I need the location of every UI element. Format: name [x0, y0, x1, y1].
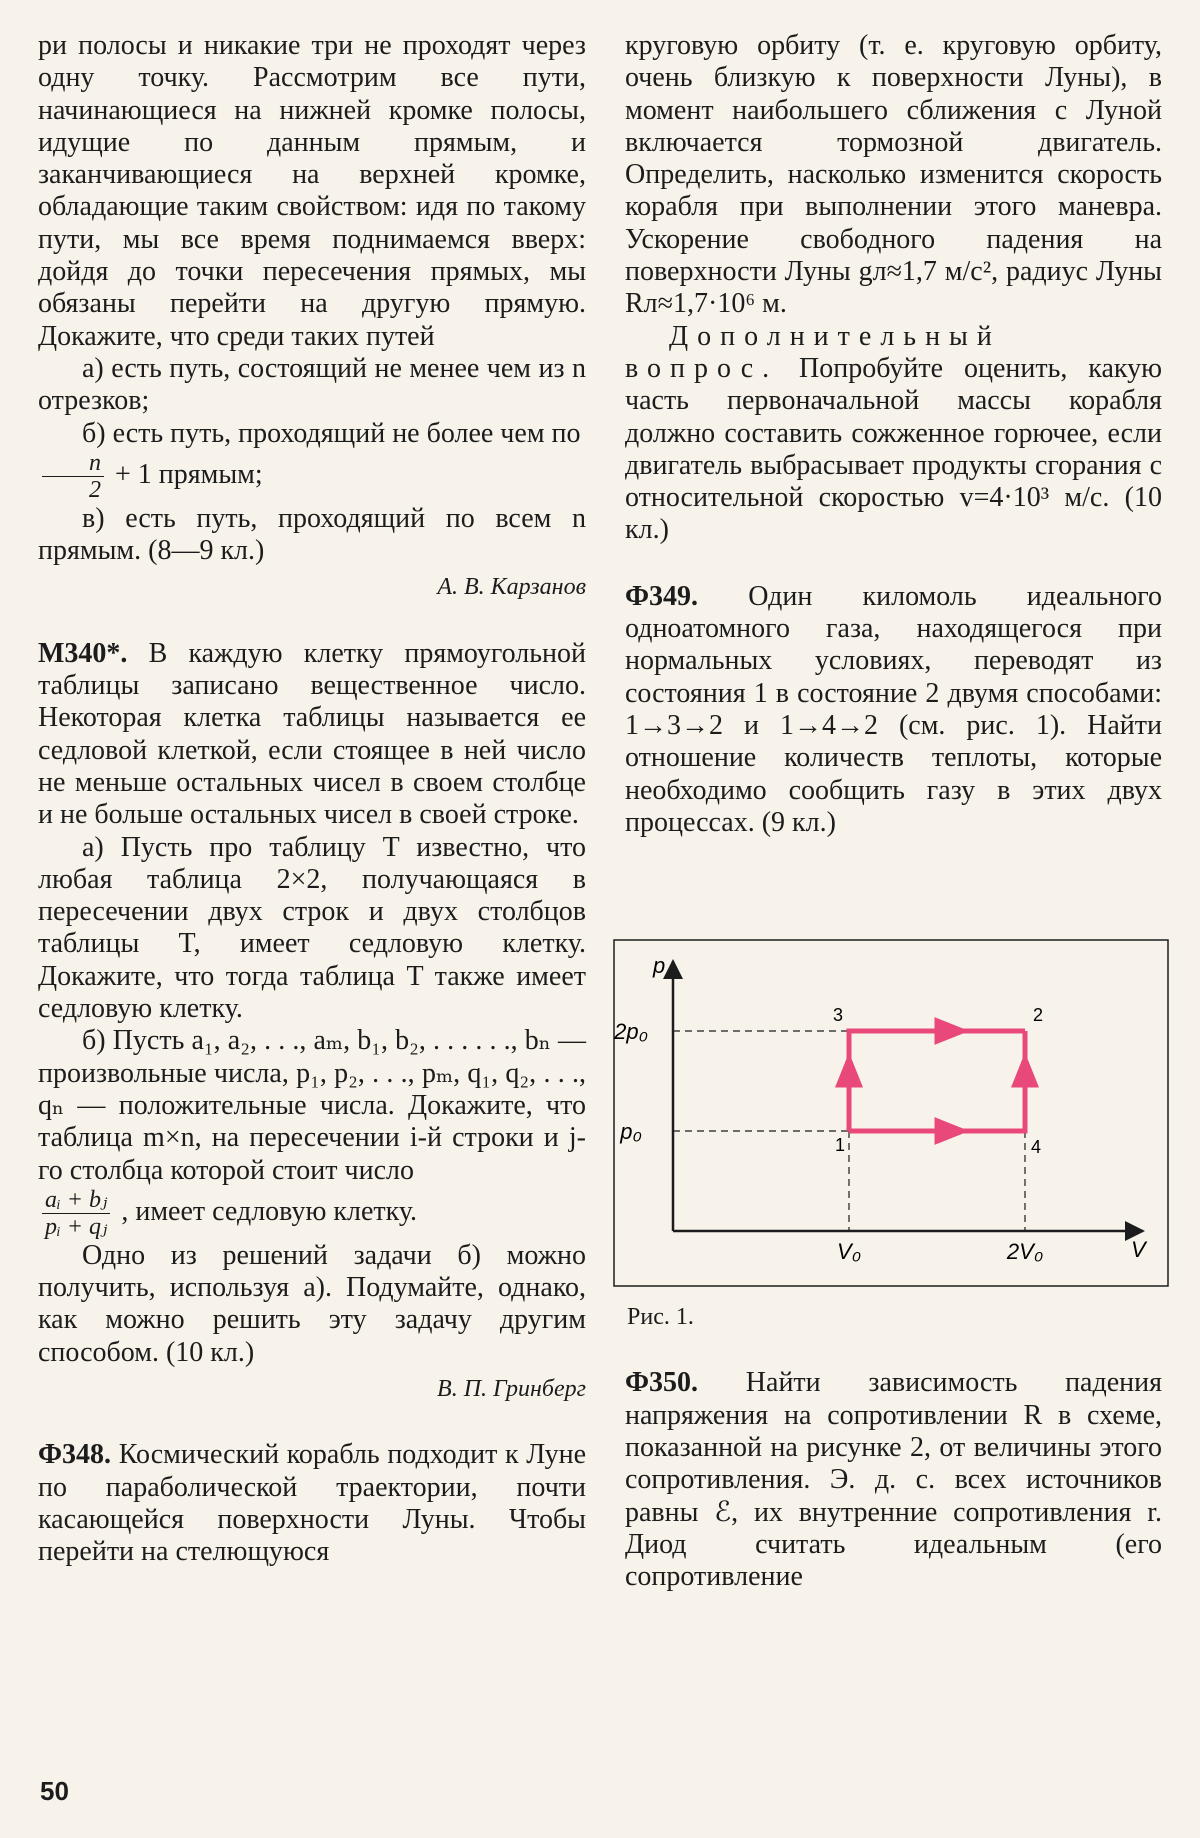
spacer	[625, 547, 1162, 581]
problem-f350	[625, 1367, 1162, 1593]
author-signature: В. П. Гринберг	[437, 1375, 586, 1402]
problem-statement: Один киломоль идеального одноатомного газа, находящегося при нормальных условиях, переводят из состояния 1 в состояние 2 двумя способами: 1→3→2 и 1→4→2 (см. рис. 1). Найти отношение количеств теплоты, которые необходимо сообщить газу в этих двух процессах. (9 кл.)	[625, 580, 1162, 838]
state-point-label: 2	[1033, 1005, 1044, 1026]
extra-question-label: Дополнительный вопрос.	[625, 320, 1001, 384]
problem-number: Ф350.	[625, 1367, 699, 1399]
item-b	[38, 418, 586, 503]
extra-question	[625, 321, 1162, 547]
problem-statement: Космический корабль подходит к Луне по параболической траектории, почти касающейся поверхности Луны. Чтобы перейти на стелющуюся	[38, 1439, 587, 1568]
item-b-start: б) есть путь, проходящий не более чем по	[82, 417, 581, 449]
fraction-denominator: pᵢ + qⱼ	[45, 1213, 108, 1240]
continued-problem-text: ри полосы и никакие три не проходят через одну точку. Рассмотрим все пути, начинающиеся на нижней кромке полосы, идущие по данным прямым, и заканчивающиеся на верхней кромке, обладающие таким свойством: идя по такому пути, мы все время поднимаемся вверх: дойдя до точки пересечения прямых, мы обязаны перейти на другую прямую. Докажите, что среди таких путей	[38, 30, 586, 352]
spacer	[625, 1333, 1162, 1367]
x-tick-label: V₀	[837, 1239, 861, 1265]
state-point-label: 1	[835, 1135, 846, 1156]
y-axis-label: p	[653, 953, 666, 979]
n-over-2-fraction	[42, 450, 104, 503]
item-a: а) есть путь, состоящий не менее чем из n отрезков;	[38, 352, 586, 417]
m340-fraction-line	[38, 1187, 586, 1240]
problem-number: М340*.	[38, 637, 128, 669]
figure-caption: Рис. 1.	[627, 1304, 694, 1331]
state-point-label: 3	[833, 1005, 844, 1026]
m340-part-a: а) Пусть про таблицу T известно, что любая таблица 2×2, получающаяся в пересечении двух строк и двух столбцов таблицы T, имеет седловую клетку. Докажите, что тогда таблица T также имеет седловую клетку.	[38, 831, 586, 1025]
y-tick-label: 2p₀	[614, 1019, 648, 1045]
x-axis-label: V	[1131, 1237, 1146, 1263]
pv-diagram	[613, 939, 1169, 1287]
process-path	[849, 1031, 1025, 1131]
problem-f349	[625, 581, 1162, 839]
item-v: в) есть путь, проходящий по всем n прямым. (8—9 кл.)	[38, 502, 586, 567]
m340-part-b: б) Пусть a₁, a₂, . . ., aₘ, b₁, b₂, . . . . . ., bₙ — произвольные числа, p₁, p₂, . . ., pₘ, q₁, q₂, . . ., qₙ — положительные числа. Докажите, что таблица m×n, на пересечении i-й строки и j-го столбца которой стоит число	[38, 1025, 586, 1186]
problem-number: Ф349.	[625, 580, 699, 612]
spacer	[38, 1405, 586, 1439]
extra-question-text: Попробуйте оценить, какую часть первоначальной массы корабля должно составить сожженное горючее, если двигатель выбрасывает продукты сгорания с относительной скоростью v=4·10³ м/с. (10 кл.)	[625, 352, 1163, 546]
problem-statement: Найти зависимость падения напряжения на сопротивлении R в схеме, показанной на рисунке 2, от величины этого сопротивления. Э. д. с. всех источников равны ℰ, их внутренние сопротивления r. Диод считать идеальным (его сопротивление	[625, 1367, 1162, 1593]
problem-number: Ф348.	[38, 1439, 112, 1471]
saddle-number-fraction	[42, 1187, 110, 1240]
problem-m340	[38, 638, 586, 832]
y-tick-label: p₀	[620, 1119, 642, 1145]
pv-diagram-figure	[613, 939, 1169, 1287]
state-point-label: 4	[1031, 1137, 1042, 1158]
fraction-denominator: 2	[89, 476, 101, 503]
x-tick-label: 2V₀	[1006, 1239, 1044, 1265]
fraction-numerator: n	[42, 450, 104, 477]
problem-statement: В каждую клетку прямоугольной таблицы записано вещественное число. Некоторая клетка таблицы называется ее седловой клеткой, если стоящее в ней число не меньше остальных чисел в своем столбце и не больше остальных чисел в своей строке.	[38, 637, 586, 831]
fraction-numerator: aᵢ + bⱼ	[42, 1187, 110, 1214]
right-column	[614, 30, 1163, 1594]
item-b-end: + 1 прямым;	[115, 458, 263, 490]
m340-note: Одно из решений задачи б) можно получить, используя а). Подумайте, однако, как можно решить эту задачу другим способом. (10 кл.)	[38, 1239, 586, 1368]
author-signature: А. В. Карзанов	[437, 574, 586, 601]
problem-f348	[38, 1439, 586, 1568]
spacer	[38, 604, 586, 638]
figure-frame	[614, 940, 1168, 1286]
m340-part-b-end: , имеет седловую клетку.	[121, 1195, 418, 1227]
page-number: 50	[40, 1776, 69, 1806]
process-path	[849, 1031, 1025, 1131]
f348-continuation: круговую орбиту (т. е. круговую орбиту, очень близкую к поверхности Луны), в момент наибольшего сближения с Луной включается тормозной двигатель. Определить, насколько изменится скорость корабля при выполнении этого маневра. Ускорение свободного падения на поверхности Луны gл≈1,7 м/с², радиус Луны Rл≈1,7·10⁶ м.	[625, 30, 1162, 320]
left-column	[38, 30, 586, 1568]
